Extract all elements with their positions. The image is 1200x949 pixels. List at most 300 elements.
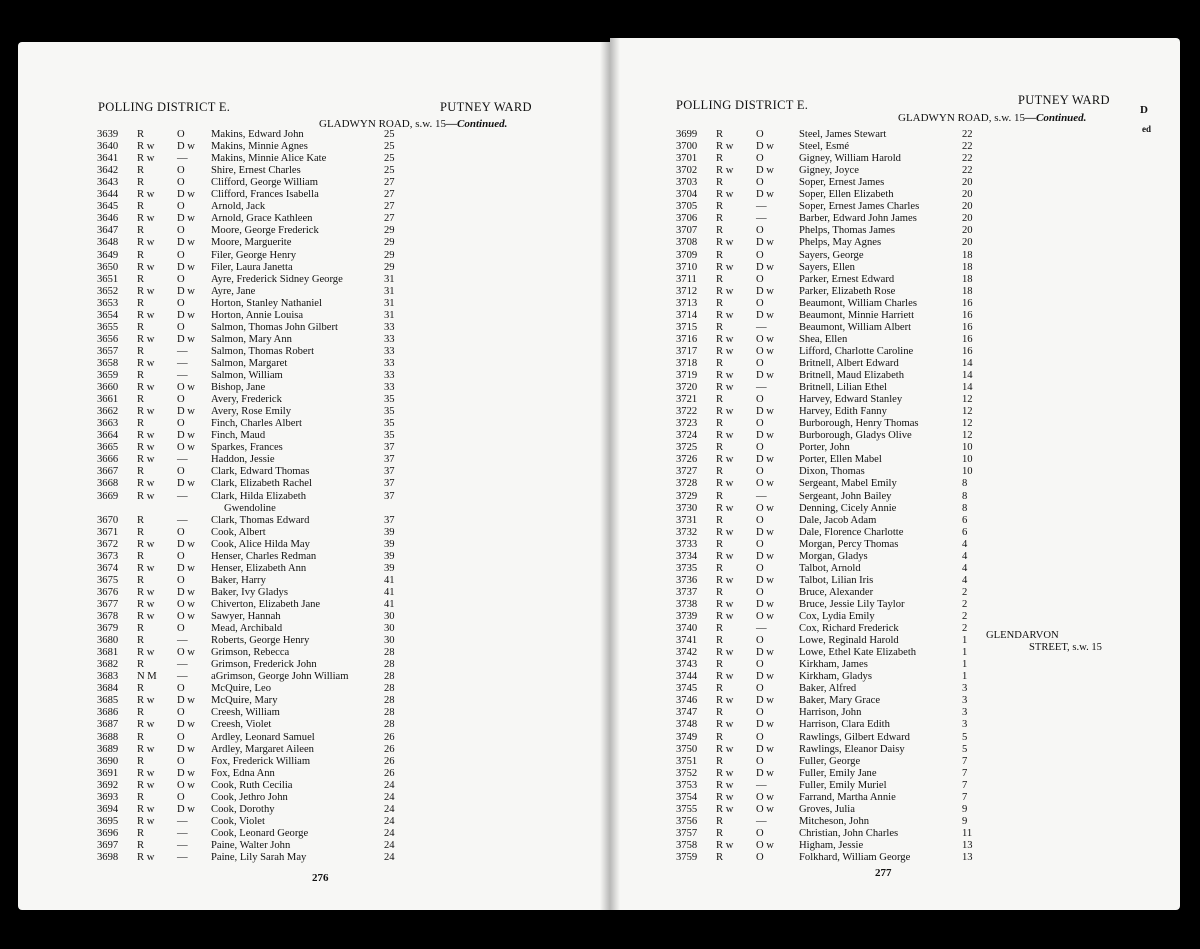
house-number: 3 [962, 719, 968, 731]
elector-name: Finch, Maud [211, 430, 266, 442]
elector-name: Baker, Harry [211, 574, 266, 586]
service-mark: D w [177, 189, 195, 201]
elector-number: 3704 [676, 189, 698, 201]
qualification: R [137, 755, 145, 767]
elector-number: 3660 [97, 382, 119, 394]
elector-number: 3718 [676, 357, 698, 369]
service-mark: — [177, 815, 188, 827]
qualification: R [137, 273, 145, 285]
elector-name: Mead, Archibald [211, 623, 283, 635]
qualification: R [716, 538, 724, 550]
elector-name: Grimson, Rebecca [211, 647, 290, 659]
qualification: R w [137, 586, 155, 598]
service-mark: — [756, 382, 767, 394]
elector-name: Roberts, George Henry [211, 635, 310, 647]
house-number: 11 [962, 827, 973, 839]
elector-name: Harvey, Edward Stanley [799, 394, 903, 406]
service-mark: O [177, 755, 185, 767]
elector-number: 3680 [97, 635, 119, 647]
street-heading: GLENDARVON [986, 630, 1059, 641]
house-number: 16 [962, 333, 973, 345]
edge-letter: D [1140, 104, 1148, 116]
qualification: R w [716, 237, 734, 249]
qualification: R w [137, 189, 155, 201]
elector-name: Salmon, William [211, 370, 283, 381]
elector-number: 3667 [97, 466, 119, 478]
service-mark: — [177, 370, 188, 381]
elector-number: 3688 [97, 731, 119, 743]
house-number: 20 [962, 189, 973, 201]
house-number: 24 [384, 839, 395, 851]
service-mark: O [756, 297, 764, 309]
service-mark: D w [756, 141, 774, 153]
service-mark: O w [177, 598, 195, 610]
qualification: R w [137, 538, 155, 550]
street-heading: STREET, s.w. 15 [1029, 642, 1102, 653]
elector-number: 3735 [676, 562, 698, 574]
qualification: R w [716, 791, 734, 803]
elector-number: 3658 [97, 357, 119, 369]
elector-name: Sayers, Ellen [799, 261, 855, 273]
house-number: 33 [384, 382, 395, 394]
elector-number: 3674 [97, 562, 119, 574]
house-number: 7 [962, 755, 968, 767]
elector-number: 3695 [97, 815, 119, 827]
qualification: R [716, 635, 724, 647]
elector-name: Gwendoline [224, 502, 276, 514]
service-mark: O [756, 394, 764, 406]
house-number: 10 [962, 442, 973, 454]
elector-name: Morgan, Gladys [799, 550, 868, 562]
qualification: R w [137, 598, 155, 610]
qualification: R w [137, 382, 155, 394]
page-number: 276 [312, 872, 329, 884]
house-number: 20 [962, 237, 973, 249]
elector-name: Farrand, Martha Annie [799, 791, 896, 803]
elector-number: 3759 [676, 852, 698, 863]
house-number: 27 [384, 189, 395, 201]
elector-number: 3702 [676, 165, 698, 177]
qualification: R [137, 623, 145, 635]
qualification: R w [716, 454, 734, 466]
house-number: 22 [962, 165, 973, 177]
elector-number: 3652 [97, 285, 119, 297]
house-number: 16 [962, 345, 973, 357]
house-number: 20 [962, 201, 973, 213]
elector-name: Soper, Ernest James [799, 177, 885, 189]
house-number: 31 [384, 273, 395, 285]
elector-number: 3643 [97, 177, 119, 189]
qualification: R w [716, 611, 734, 622]
qualification: R [716, 213, 724, 225]
elector-name: Arnold, Grace Kathleen [211, 213, 313, 225]
qualification: R [716, 394, 724, 406]
elector-number: 3656 [97, 333, 119, 345]
service-mark: — [177, 839, 188, 851]
house-number: 35 [384, 406, 395, 418]
qualification: R [137, 659, 145, 671]
qualification: R w [137, 430, 155, 442]
service-mark: O w [756, 478, 774, 490]
service-mark: D w [756, 695, 774, 707]
qualification: R [716, 755, 724, 767]
elector-name: Britnell, Lilian Ethel [799, 382, 887, 394]
elector-name: Morgan, Percy Thomas [799, 538, 899, 550]
elector-name: Makins, Edward John [211, 129, 304, 140]
service-mark: — [177, 357, 188, 369]
house-number: 29 [384, 225, 395, 237]
elector-name: Creesh, Violet [211, 719, 272, 731]
service-mark: D w [177, 586, 195, 598]
elector-name: Avery, Frederick [211, 394, 282, 406]
house-number: 1 [962, 647, 968, 659]
house-number: 30 [384, 611, 395, 622]
elector-name: Porter, John [799, 442, 850, 454]
elector-number: 3750 [676, 743, 698, 755]
house-number: 14 [962, 357, 973, 369]
qualification: R [716, 586, 724, 598]
service-mark: O [756, 466, 764, 478]
house-number: 22 [962, 129, 973, 140]
qualification: R w [137, 743, 155, 755]
service-mark: D w [177, 333, 195, 345]
elector-name: Fuller, Emily Muriel [799, 779, 887, 791]
elector-number: 3647 [97, 225, 119, 237]
house-number: 27 [384, 213, 395, 225]
qualification: R w [137, 779, 155, 791]
elector-number: 3716 [676, 333, 698, 345]
service-mark: O [756, 153, 764, 165]
house-number: 8 [962, 478, 968, 490]
elector-name: Clark, Thomas Edward [211, 514, 310, 526]
qualification: R [716, 659, 724, 671]
qualification: R [716, 129, 724, 140]
elector-number: 3743 [676, 659, 698, 671]
service-mark: — [756, 201, 767, 213]
house-number: 41 [384, 598, 395, 610]
service-mark: O w [177, 611, 195, 622]
elector-number: 3676 [97, 586, 119, 598]
elector-number: 3756 [676, 815, 698, 827]
elector-number: 3662 [97, 406, 119, 418]
house-number: 12 [962, 430, 973, 442]
house-number: 10 [962, 454, 973, 466]
elector-number: 3729 [676, 490, 698, 502]
elector-number: 3683 [97, 671, 119, 683]
elector-name: Bishop, Jane [211, 382, 266, 394]
elector-number: 3755 [676, 803, 698, 815]
house-number: 12 [962, 394, 973, 406]
service-mark: O [177, 165, 185, 177]
service-mark: O [177, 297, 185, 309]
qualification: R [137, 418, 145, 430]
qualification: R [137, 201, 145, 213]
elector-name: Ayre, Jane [211, 285, 256, 297]
elector-name: Cook, Leonard George [211, 827, 309, 839]
elector-name: Fuller, George [799, 755, 861, 767]
qualification: R w [716, 598, 734, 610]
qualification: R w [716, 285, 734, 297]
elector-number: 3728 [676, 478, 698, 490]
qualification: R w [716, 333, 734, 345]
service-mark: O [756, 129, 764, 140]
qualification: R w [137, 357, 155, 369]
house-number: 10 [962, 466, 973, 478]
qualification: R w [137, 611, 155, 622]
elector-number: 3741 [676, 635, 698, 647]
service-mark: O [177, 273, 185, 285]
elector-number: 3655 [97, 321, 119, 333]
service-mark: O [756, 659, 764, 671]
service-mark: D w [177, 237, 195, 249]
elector-name: Avery, Rose Emily [211, 406, 292, 418]
elector-name: Cook, Jethro John [211, 791, 288, 803]
qualification: R w [137, 153, 155, 165]
qualification: R w [716, 478, 734, 490]
qualification: R w [716, 550, 734, 562]
house-number: 14 [962, 382, 973, 394]
service-mark: D w [756, 370, 774, 381]
service-mark: D w [756, 165, 774, 177]
qualification: R w [137, 237, 155, 249]
service-mark: D w [177, 261, 195, 273]
elector-number: 3731 [676, 514, 698, 526]
qualification: R w [137, 454, 155, 466]
elector-number: 3705 [676, 201, 698, 213]
house-number: 12 [962, 406, 973, 418]
qualification: R [716, 418, 724, 430]
elector-name: Kirkham, James [799, 659, 868, 671]
service-mark: O w [756, 345, 774, 357]
service-mark: D w [756, 526, 774, 538]
house-number: 35 [384, 430, 395, 442]
house-number: 37 [384, 454, 395, 466]
elector-name: Cook, Ruth Cecilia [211, 779, 293, 791]
qualification: R w [137, 213, 155, 225]
elector-name: Ardley, Margaret Aileen [211, 743, 314, 755]
elector-name: Makins, Minnie Agnes [211, 141, 308, 153]
elector-number: 3689 [97, 743, 119, 755]
qualification: R w [716, 261, 734, 273]
qualification: R [137, 321, 145, 333]
house-number: 31 [384, 285, 395, 297]
qualification: R w [716, 406, 734, 418]
service-mark: D w [756, 574, 774, 586]
service-mark: O [177, 526, 185, 538]
service-mark: O [177, 623, 185, 635]
house-number: 14 [962, 370, 973, 381]
elector-number: 3659 [97, 370, 119, 381]
service-mark: O [756, 249, 764, 261]
house-number: 28 [384, 719, 395, 731]
house-number: 13 [962, 852, 973, 863]
house-number: 28 [384, 695, 395, 707]
service-mark: O [177, 249, 185, 261]
service-mark: D w [177, 309, 195, 321]
elector-name: Ayre, Frederick Sidney George [211, 273, 343, 285]
elector-name: Horton, Annie Louisa [211, 309, 304, 321]
house-number: 2 [962, 598, 968, 610]
service-mark: D w [756, 647, 774, 659]
elector-name: Phelps, Thomas James [799, 225, 896, 237]
elector-name: Chiverton, Elizabeth Jane [211, 598, 321, 610]
house-number: 41 [384, 574, 395, 586]
house-number: 1 [962, 671, 968, 683]
elector-number: 3677 [97, 598, 119, 610]
elector-name: Lowe, Reginald Harold [799, 635, 899, 647]
qualification: R [716, 321, 724, 333]
service-mark: O [177, 129, 185, 140]
qualification: R [137, 550, 145, 562]
service-mark: O [756, 225, 764, 237]
service-mark: O [756, 731, 764, 743]
elector-name: Harrison, John [799, 707, 862, 719]
elector-name: Paine, Walter John [211, 839, 291, 851]
house-number: 16 [962, 321, 973, 333]
edge-letter: ed [1142, 124, 1151, 134]
house-number: 12 [962, 418, 973, 430]
service-mark: — [756, 779, 767, 791]
qualification: R w [137, 309, 155, 321]
qualification: R [716, 683, 724, 695]
page-number: 277 [875, 867, 892, 879]
service-mark: O w [756, 333, 774, 345]
house-number: 16 [962, 297, 973, 309]
elector-number: 3649 [97, 249, 119, 261]
service-mark: O w [756, 611, 774, 622]
house-number: 13 [962, 839, 973, 851]
polling-district-header: POLLING DISTRICT E. [676, 98, 809, 112]
elector-number: 3651 [97, 273, 119, 285]
house-number: 28 [384, 707, 395, 719]
elector-number: 3657 [97, 345, 119, 357]
house-number: 1 [962, 635, 968, 647]
house-number: 33 [384, 345, 395, 357]
house-number: 2 [962, 623, 968, 635]
elector-number: 3687 [97, 719, 119, 731]
elector-name: Phelps, May Agnes [799, 237, 882, 249]
service-mark: D w [177, 141, 195, 153]
house-number: 3 [962, 695, 968, 707]
elector-number: 3747 [676, 707, 698, 719]
qualification: R w [716, 779, 734, 791]
elector-number: 3661 [97, 394, 119, 406]
elector-number: 3706 [676, 213, 698, 225]
elector-number: 3723 [676, 418, 698, 430]
qualification: R [137, 683, 145, 695]
house-number: 24 [384, 852, 395, 863]
qualification: R [716, 225, 724, 237]
service-mark: O w [756, 791, 774, 803]
house-number: 4 [962, 574, 968, 586]
service-mark: O [756, 357, 764, 369]
elector-number: 3719 [676, 370, 698, 381]
service-mark: D w [756, 550, 774, 562]
house-number: 5 [962, 731, 968, 743]
elector-number: 3746 [676, 695, 698, 707]
house-number: 31 [384, 297, 395, 309]
elector-name: Cox, Richard Frederick [799, 623, 899, 635]
qualification: R [716, 562, 724, 574]
house-number: 25 [384, 129, 395, 140]
house-number: 27 [384, 201, 395, 213]
house-number: 7 [962, 779, 968, 791]
house-number: 28 [384, 671, 395, 683]
elector-number: 3733 [676, 538, 698, 550]
service-mark: — [756, 815, 767, 827]
elector-name: Fox, Edna Ann [211, 767, 275, 779]
qualification: R [137, 514, 145, 526]
service-mark: D w [177, 478, 195, 490]
qualification: R [716, 490, 724, 502]
elector-number: 3753 [676, 779, 698, 791]
elector-number: 3697 [97, 839, 119, 851]
elector-name: Christian, John Charles [799, 827, 899, 839]
qualification: R w [137, 815, 155, 827]
elector-number: 3745 [676, 683, 698, 695]
house-number: 6 [962, 526, 968, 538]
house-number: 8 [962, 502, 968, 514]
service-mark: — [756, 490, 767, 502]
elector-name: Salmon, Margaret [211, 357, 288, 369]
elector-name: aGrimson, George John William [211, 671, 349, 683]
elector-number: 3738 [676, 598, 698, 610]
qualification: R w [137, 490, 155, 502]
elector-name: Rawlings, Eleanor Daisy [799, 743, 905, 755]
service-mark: O w [177, 647, 195, 659]
service-mark: O [177, 707, 185, 719]
service-mark: O w [177, 382, 195, 394]
elector-number: 3724 [676, 430, 698, 442]
elector-name: Rawlings, Gilbert Edward [799, 731, 910, 743]
house-number: 26 [384, 755, 395, 767]
elector-number: 3691 [97, 767, 119, 779]
qualification: R w [716, 382, 734, 394]
qualification: R w [137, 562, 155, 574]
elector-name: Beaumont, Minnie Harriett [799, 309, 915, 321]
qualification: R [716, 466, 724, 478]
service-mark: — [756, 321, 767, 333]
service-mark: O w [756, 839, 774, 851]
elector-name: Cook, Alice Hilda May [211, 538, 310, 550]
elector-number: 3749 [676, 731, 698, 743]
qualification: R w [716, 574, 734, 586]
service-mark: O w [177, 779, 195, 791]
qualification: R w [137, 141, 155, 153]
elector-number: 3669 [97, 490, 119, 502]
qualification: R [716, 852, 724, 863]
elector-number: 3692 [97, 779, 119, 791]
elector-name: Groves, Julia [799, 803, 855, 815]
service-mark: D w [756, 189, 774, 201]
house-number: 26 [384, 743, 395, 755]
qualification: R [716, 153, 724, 165]
house-number: 28 [384, 659, 395, 671]
qualification: R [137, 297, 145, 309]
elector-number: 3639 [97, 129, 119, 140]
elector-number: 3701 [676, 153, 698, 165]
service-mark: O [177, 201, 185, 213]
elector-name: Sparkes, Frances [211, 442, 283, 454]
service-mark: — [177, 635, 188, 647]
qualification: R w [716, 803, 734, 815]
service-mark: O [756, 562, 764, 574]
elector-name: Talbot, Arnold [799, 562, 861, 574]
qualification: R [137, 225, 145, 237]
elector-number: 3641 [97, 153, 119, 165]
service-mark: D w [756, 309, 774, 321]
qualification: R [137, 466, 145, 478]
